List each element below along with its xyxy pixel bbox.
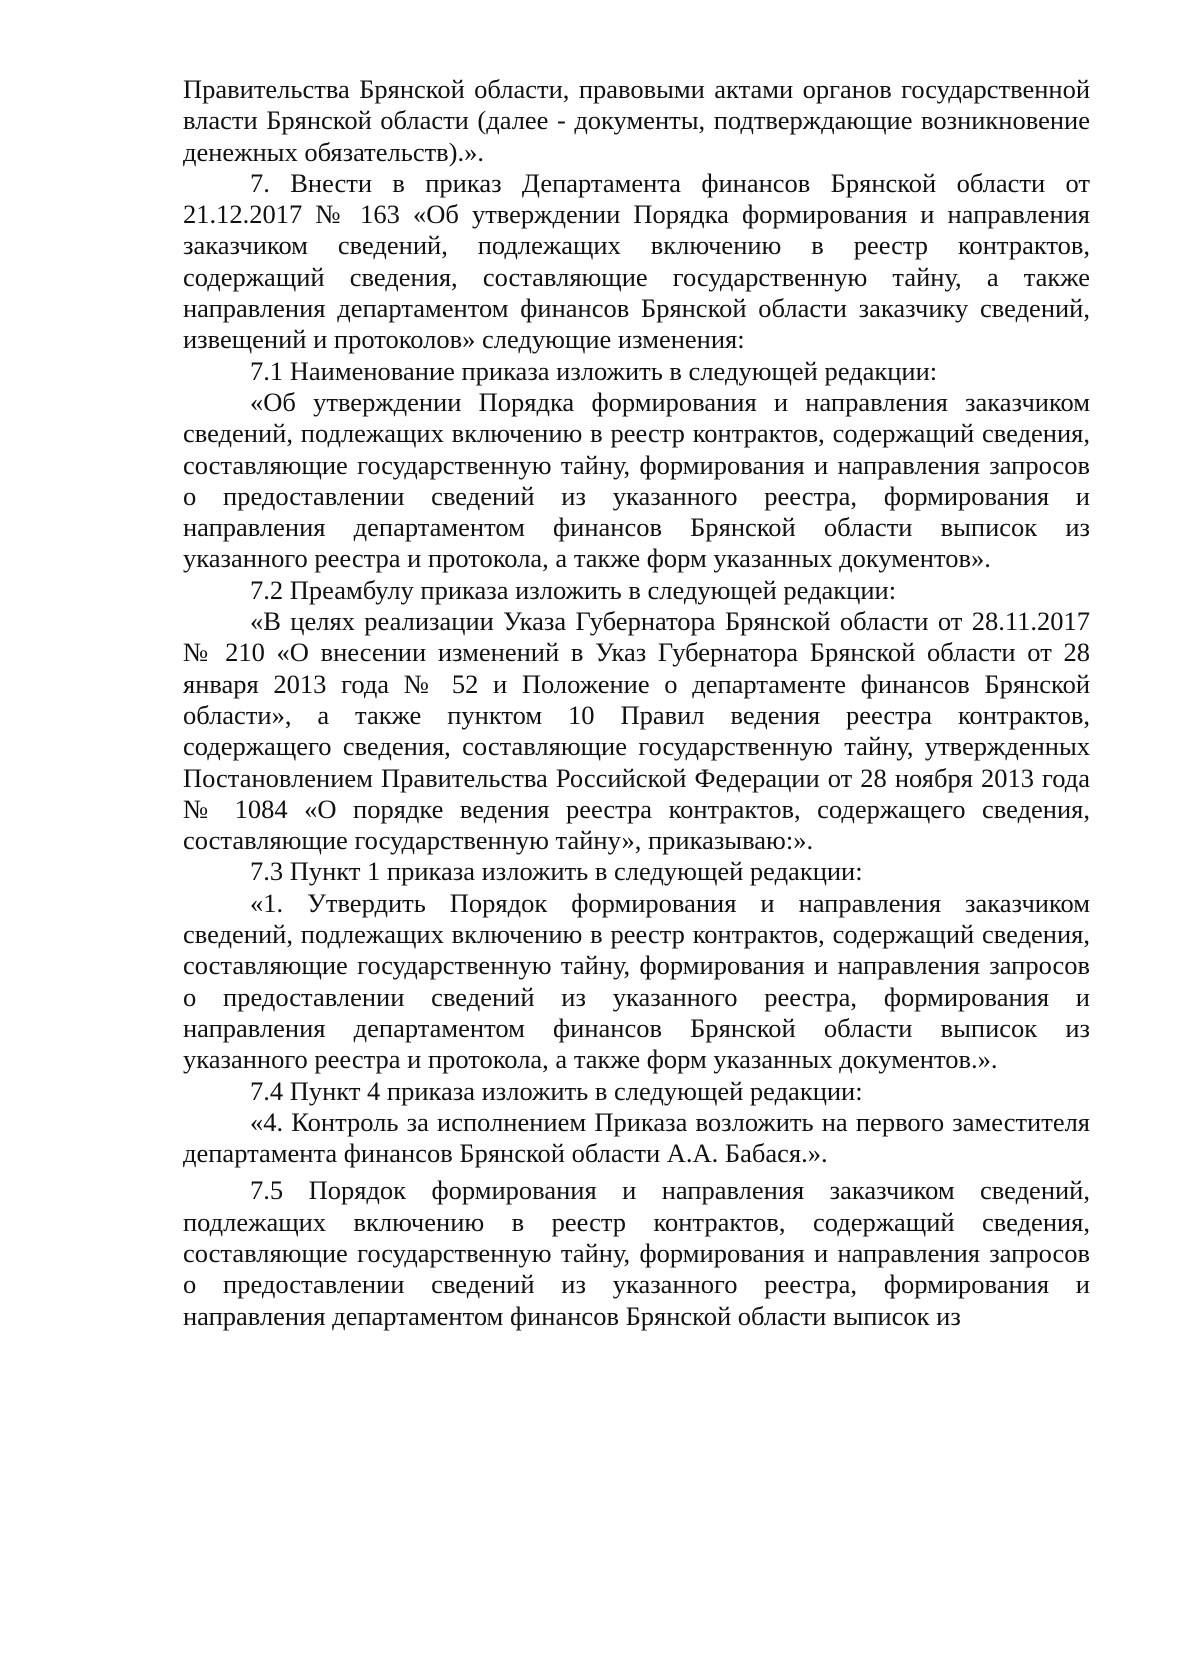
paragraph-quote-title: «Об утверждении Порядка формирования и направления заказчиком сведений, подлежащих включению в реестр контрактов, содержащий сведения, составляющие государственную тайну, формирования и направления запросов о предоставлении сведений из указанного реестра, формирования и направления департаментом финансов Брянской области выписок из указанного реестра и протокола, а также форм указанных документов». bbox=[183, 386, 1090, 574]
document-body bbox=[183, 74, 1090, 1332]
paragraph-item-7: 7. Внести в приказ Департамента финансов Брянской области от 21.12.2017 № 163 «Об утверждении Порядка формирования и направления заказчиком сведений, подлежащих включению в реестр контрактов, содержащий сведения, составляющие государственную тайну, а также направления департаментом финансов Брянской области заказчику сведений, извещений и протоколов» следующие изменения: bbox=[183, 167, 1090, 355]
paragraph-item-7-2: 7.2 Преамбулу приказа изложить в следующей редакции: bbox=[250, 574, 897, 605]
paragraph-continuation: Правительства Брянской области, правовыми актами органов государственной власти Брянской области (далее - документы, подтверждающие возникновение денежных обязательств).». bbox=[183, 74, 1090, 167]
paragraph-quote-point-4: «4. Контроль за исполнением Приказа возложить на первого заместителя департамента финансов Брянской области А.А. Бабася.». bbox=[183, 1106, 1090, 1169]
paragraph-quote-point-1: «1. Утвердить Порядок формирования и направления заказчиком сведений, подлежащих включению в реестр контрактов, содержащий сведения, составляющие государственную тайну, формирования и направления запросов о предоставлении сведений из указанного реестра, формирования и направления департаментом финансов Брянской области выписок из указанного реестра и протокола, а также форм указанных документов.». bbox=[183, 887, 1090, 1075]
paragraph-item-7-1: 7.1 Наименование приказа изложить в следующей редакции: bbox=[250, 355, 938, 386]
paragraph-item-7-5: 7.5 Порядок формирования и направления заказчиком сведений, подлежащих включению в реестр контрактов, содержащий сведения, составляющие государственную тайну, формирования и направления запросов о предоставлении сведений из указанного реестра, формирования и направления департаментом финансов Брянской области выписок из bbox=[183, 1175, 1090, 1331]
paragraph-item-7-4: 7.4 Пункт 4 приказа изложить в следующей редакции: bbox=[250, 1075, 863, 1106]
paragraph-quote-preamble: «В целях реализации Указа Губернатора Брянской области от 28.11.2017 № 210 «О внесении изменений в Указ Губернатора Брянской области от 28 января 2013 года № 52 и Положение о департаменте финансов Брянской области», а также пунктом 10 Правил ведения реестра контрактов, содержащего сведения, составляющие государственную тайну, утвержденных Постановлением Правительства Российской Федерации от 28 ноября 2013 года № 1084 «О порядке ведения реестра контрактов, содержащего сведения, составляющие государственную тайну», приказываю:». bbox=[183, 606, 1090, 856]
paragraph-item-7-3: 7.3 Пункт 1 приказа изложить в следующей редакции: bbox=[250, 856, 863, 887]
